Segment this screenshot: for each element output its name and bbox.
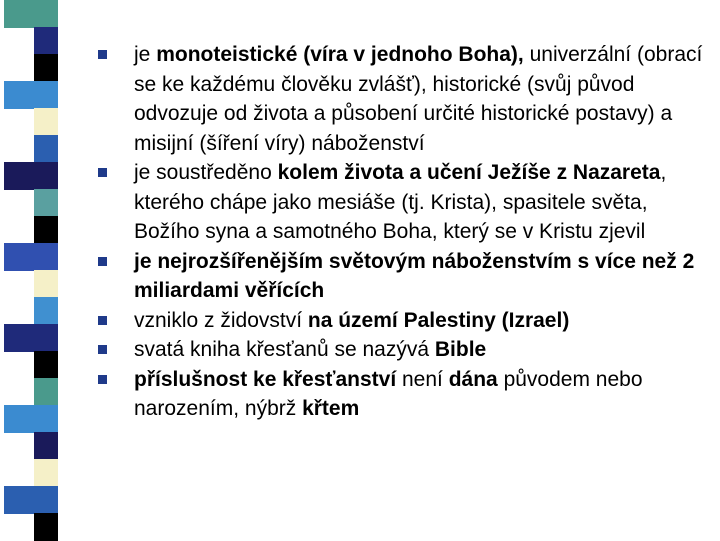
stripe-block xyxy=(34,108,58,136)
bullet-text-bold: křtem xyxy=(302,397,360,420)
bullet-item xyxy=(98,158,710,247)
bullet-text-bold: dána xyxy=(448,367,498,391)
bullet-text-bold: monoteistické (víra v jednoho Boha), xyxy=(156,43,524,66)
bullet-text: univerzální (obrací se ke každému člověku zvlášť), historické (svůj původ odvozuje od života a působení určité historické postavy) a misijní (šíření víry) náboženství xyxy=(134,43,703,155)
stripe-block xyxy=(34,378,58,406)
stripe-block xyxy=(4,486,58,514)
square-bullet-icon xyxy=(98,50,107,59)
stripe-block xyxy=(34,54,58,82)
bullet-item xyxy=(98,335,710,365)
stripe-block xyxy=(34,351,58,379)
stripe-block xyxy=(34,432,58,460)
bullet-text-bold: na území Palestiny (Izrael) xyxy=(307,308,570,332)
square-bullet-icon xyxy=(98,375,107,384)
stripe-block xyxy=(34,270,58,298)
stripe-block xyxy=(34,459,58,487)
stripe-block xyxy=(4,81,58,109)
square-bullet-icon xyxy=(98,257,107,266)
stripe-block xyxy=(34,216,58,244)
stripe-block xyxy=(4,162,58,190)
stripe-block xyxy=(4,324,58,352)
bullet-text: je soustředěno xyxy=(134,161,278,184)
bullet-item xyxy=(98,40,710,158)
stripe-block xyxy=(34,189,58,217)
stripe-block xyxy=(34,513,58,541)
stripe-block xyxy=(34,297,58,325)
decorative-stripe-bar xyxy=(0,0,60,540)
stripe-block xyxy=(4,405,58,433)
stripe-block xyxy=(4,0,58,28)
stripe-block xyxy=(34,135,58,163)
bullet-text: svatá kniha křesťanů se nazývá xyxy=(134,338,435,361)
stripe-block xyxy=(34,27,58,55)
bullet-text: , kterého chápe jako mesiáše (tj. Krista), spasitele světa, Božího syna a samotného Boha, který se v Kristu zjevil xyxy=(134,161,667,243)
bullet-text-bold: příslušnost ke křesťanství xyxy=(134,367,397,391)
bullet-text-bold: je nejrozšířenějším světovým náboženstvím s více než 2 miliardami věřících xyxy=(134,249,695,302)
square-bullet-icon xyxy=(98,345,107,354)
square-bullet-icon xyxy=(98,316,107,325)
bullet-text: je xyxy=(134,43,157,66)
bullet-item xyxy=(98,365,710,424)
bullet-text: původem nebo narozením, nýbrž xyxy=(134,367,643,420)
bullet-item xyxy=(98,247,710,306)
bullet-text-bold: Bible xyxy=(434,338,487,361)
stripe-block xyxy=(4,243,58,271)
bullet-list xyxy=(98,40,710,424)
bullet-text: není xyxy=(396,367,449,391)
bullet-text: vzniklo z židovství xyxy=(134,308,308,332)
bullet-text-bold: kolem života a učení Ježíše z Nazareta xyxy=(277,161,661,184)
bullet-item xyxy=(98,306,710,336)
square-bullet-icon xyxy=(98,168,107,177)
